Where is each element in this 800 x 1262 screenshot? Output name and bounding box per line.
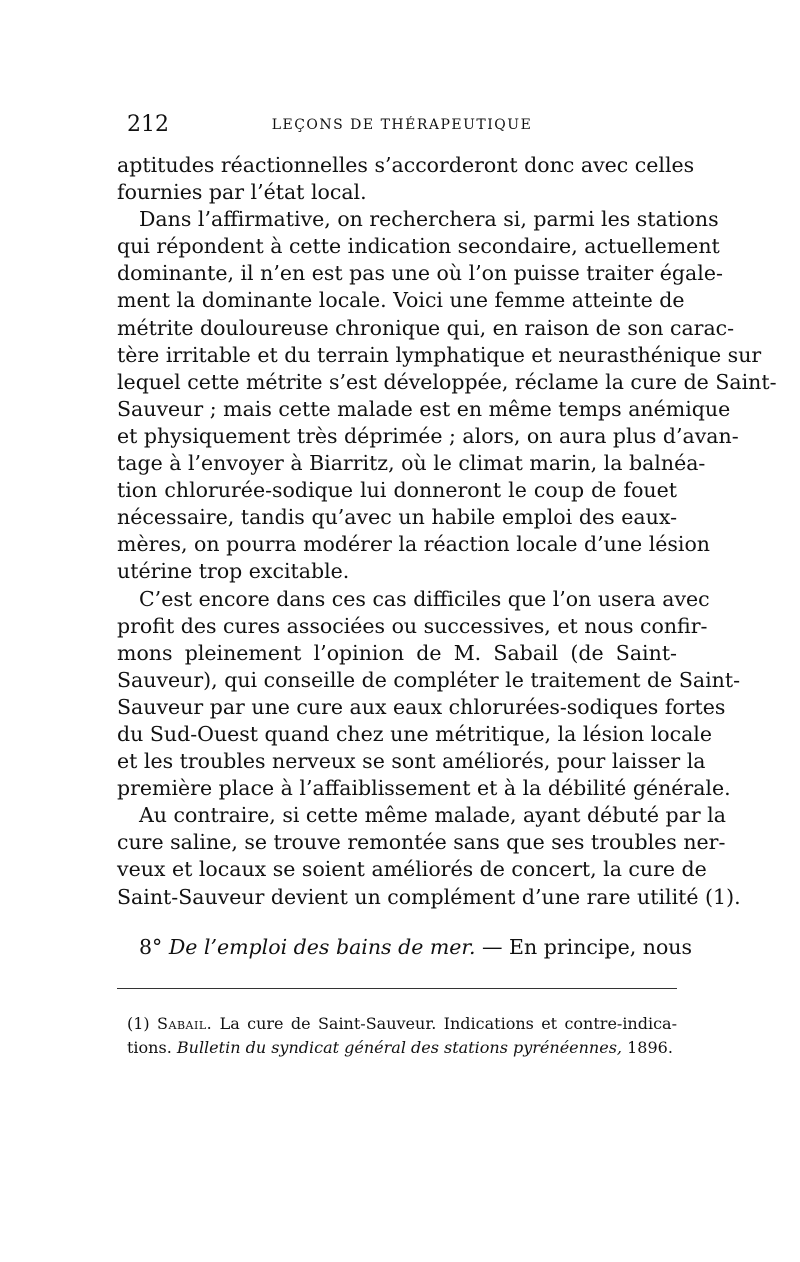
text-line: Sauveur ; mais cette malade est en même temps anémique	[117, 396, 731, 421]
text-line: tage à l’envoyer à Biarritz, où le climat marin, la balnéa-	[117, 451, 706, 476]
section-heading-line	[117, 934, 693, 961]
text-line: et physiquement très déprimée ; alors, on aura plus d’avan-	[117, 423, 739, 448]
page-header	[127, 112, 677, 142]
footnote-author: Sabail.	[157, 1014, 213, 1033]
text-line: Saint-Sauveur devient un complément d’une rare utilité (1).	[117, 884, 741, 909]
footnote-marker: (1)	[127, 1014, 150, 1033]
footnote-year: 1896.	[627, 1038, 673, 1057]
footnote-text-2: tions.	[127, 1038, 172, 1057]
section-number: 8°	[139, 935, 163, 959]
text-line: tion chlorurée-sodique lui donneront le coup de fouet	[117, 478, 677, 503]
section-text: — En principe, nous	[482, 935, 693, 959]
text-line: ment la dominante locale. Voici une femme atteinte de	[117, 288, 685, 313]
text-line: cure saline, se trouve remontée sans que ses troubles ner-	[117, 830, 726, 855]
text-line: mères, on pourra modérer la réaction locale d’une lésion	[117, 532, 710, 557]
text-line: tère irritable et du terrain lymphatique et neurasthénique sur	[117, 342, 762, 367]
footnote-text: La cure de Saint-Sauveur. Indications et contre-indica-	[219, 1014, 677, 1033]
footnote	[127, 1012, 677, 1060]
text-line: aptitudes réactionnelles s’accorderont donc avec celles	[117, 153, 695, 177]
text-line: veux et locaux se soient améliorés de concert, la cure de	[117, 857, 707, 882]
text-line: lequel cette métrite s’est développée, réclame la cure de Saint-	[117, 369, 777, 394]
running-title: LEÇONS DE THÉRAPEUTIQUE	[271, 117, 533, 133]
body-text	[117, 152, 777, 911]
text-line: Dans l’affirmative, on recherchera si, parmi les stations	[139, 207, 719, 232]
text-line: métrite douloureuse chronique qui, en raison de son carac-	[117, 315, 735, 340]
text-line: nécessaire, tandis qu’avec un habile emploi des eaux-	[117, 505, 677, 530]
page-number: 212	[127, 112, 169, 137]
text-line: Sauveur par une cure aux eaux chlorurées-sodiques fortes	[117, 694, 726, 719]
text-line: profit des cures associées ou successives, et nous confir-	[117, 613, 708, 638]
section-title: De l’emploi des bains de mer.	[168, 935, 476, 959]
text-line: première place à l’affaiblissement et à la débilité générale.	[117, 776, 731, 801]
text-line: qui répondent à cette indication secondaire, actuellement	[117, 234, 720, 259]
text-line: utérine trop excitable.	[117, 559, 350, 584]
text-line: du Sud-Ouest quand chez une métritique, la lésion locale	[117, 721, 712, 746]
text-line: dominante, il n’en est pas une où l’on puisse traiter égale-	[117, 261, 723, 286]
text-line: C’est encore dans ces cas difficiles que l’on usera avec	[139, 586, 710, 611]
footnote-journal: Bulletin du syndicat général des stations pyrénéennes,	[176, 1038, 622, 1057]
footnote-rule	[117, 988, 677, 989]
text-line: et les troubles nerveux se sont améliorés, pour laisser la	[117, 749, 706, 774]
text-line: Sauveur), qui conseille de compléter le traitement de Saint-	[117, 667, 741, 692]
text-line: fournies par l’état local.	[117, 180, 367, 205]
text-line: mons pleinement l’opinion de M. Sabail (de Saint-	[117, 640, 677, 665]
text-line: Au contraire, si cette même malade, ayant débuté par la	[139, 803, 726, 828]
